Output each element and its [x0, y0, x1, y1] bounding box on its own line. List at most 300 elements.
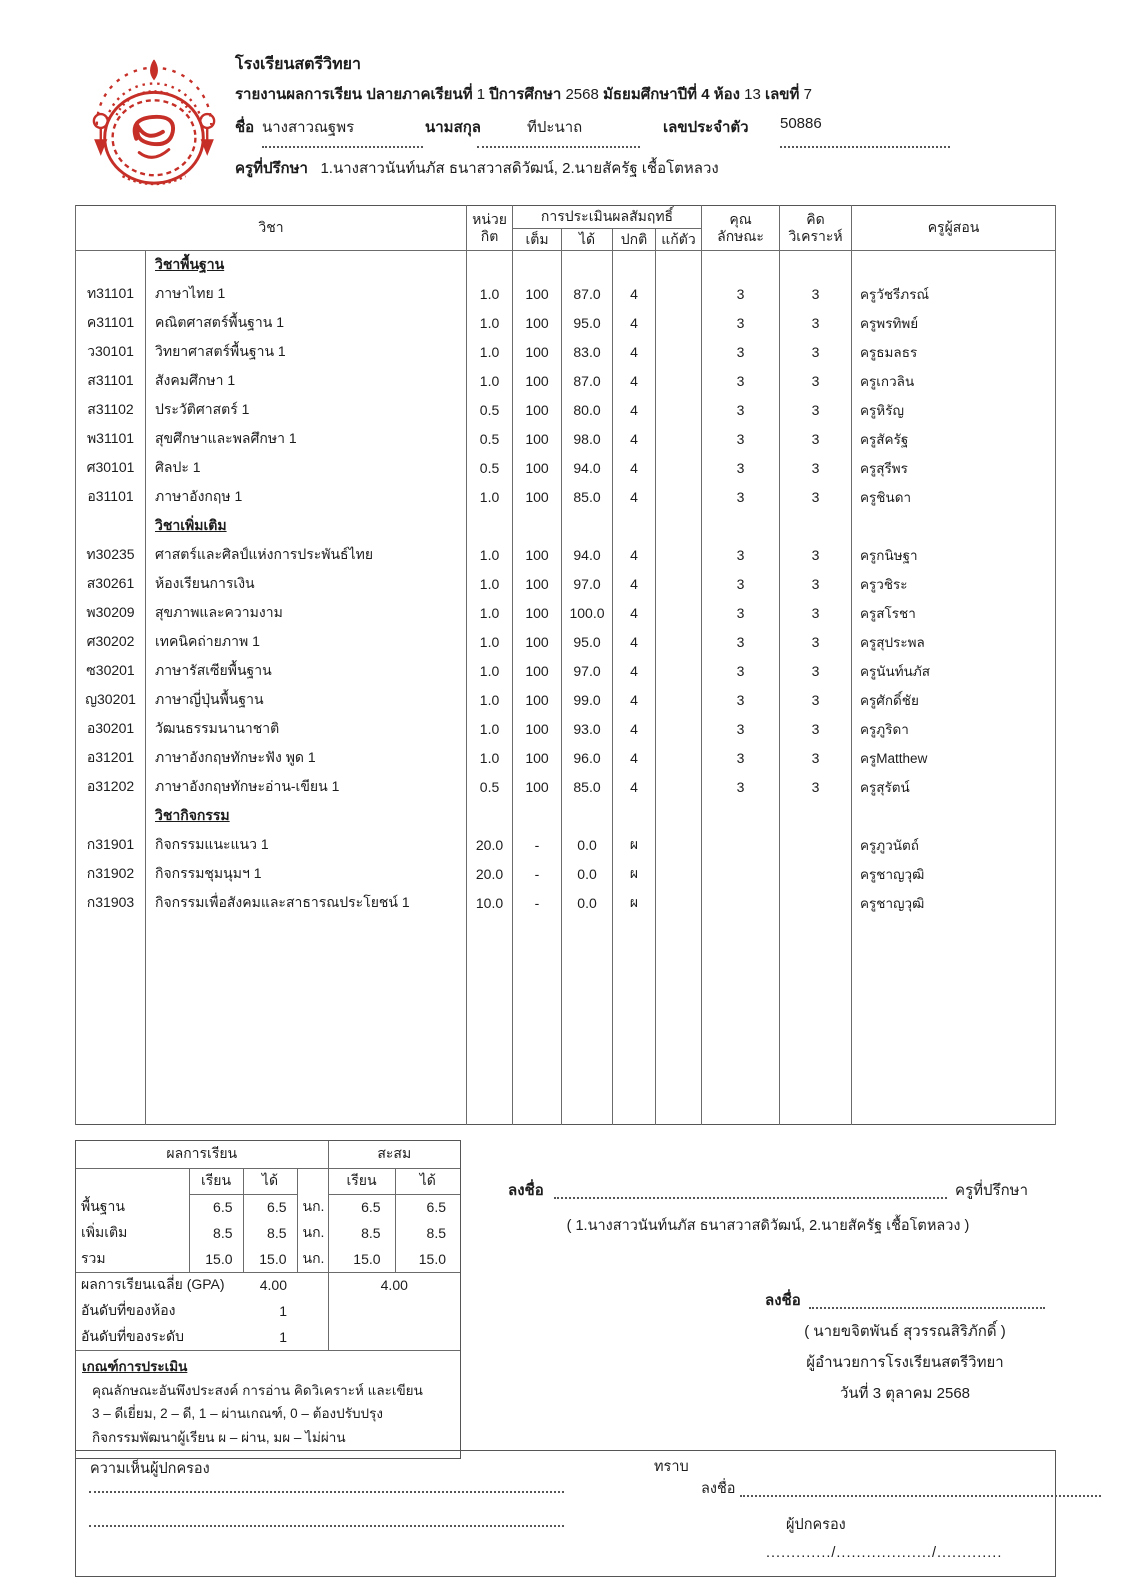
score-full: -: [513, 831, 562, 860]
advisor-names: 1.นางสาวนันท์นภัส ธนาสวาสดิวัฒน์, 2.นายสัครัฐ เชื้อโตหลวง: [320, 160, 719, 177]
grade-normal: 4: [613, 744, 656, 773]
report-line-segment: รายงานผลการเรียน ปลายภาคเรียนที่: [235, 86, 477, 103]
score-got: 93.0: [562, 715, 613, 744]
thinking-score: 3: [780, 396, 852, 425]
grade-retake: [656, 454, 702, 483]
col-subject: วิชา: [76, 206, 467, 251]
empty-cell: [613, 251, 656, 280]
teacher-name: ครูสโรชา: [852, 599, 1056, 628]
subject-code: ส30261: [76, 570, 146, 599]
trait-score: 3: [702, 367, 780, 396]
score-got: 99.0: [562, 686, 613, 715]
thinking-score: 3: [780, 454, 852, 483]
grade-normal: 4: [613, 628, 656, 657]
summary-row-label: พื้นฐาน: [81, 1198, 125, 1214]
score-got: 0.0: [562, 889, 613, 918]
subject-name: วัฒนธรรมนานาชาติ: [146, 715, 467, 744]
summary-cum-sub-got: ได้: [395, 1168, 460, 1194]
score-full: 100: [513, 599, 562, 628]
credits: 1.0: [467, 280, 513, 309]
subject-name: ภาษาอังกฤษทักษะฟัง พูด 1: [146, 744, 467, 773]
teacher-name: ครูศักดิ์ชัย: [852, 686, 1056, 715]
score-got: 87.0: [562, 367, 613, 396]
col-score-full: เต็ม: [513, 228, 562, 251]
subject-code: ท31101: [76, 280, 146, 309]
grade-retake: [656, 831, 702, 860]
report-line-segment: 1: [476, 86, 490, 103]
unit-label: นก.: [297, 1220, 328, 1246]
teacher-name: ครูMatthew: [852, 744, 1056, 773]
summary-left-header: ผลการเรียน: [76, 1141, 328, 1168]
subject-name: ศิลปะ 1: [146, 454, 467, 483]
report-line-segment: 2568: [565, 86, 603, 103]
credits: 20.0: [467, 860, 513, 889]
summary-blank: [297, 1168, 328, 1194]
col-trait-line2: ลักษณะ: [717, 228, 764, 244]
teacher-name: ครูภูริดา: [852, 715, 1056, 744]
credits: 0.5: [467, 396, 513, 425]
score-full: 100: [513, 541, 562, 570]
trait-score: 3: [702, 657, 780, 686]
subject-name: สุขภาพและความงาม: [146, 599, 467, 628]
teacher-name: ครูชาญวุฒิ: [852, 860, 1056, 889]
trait-score: [702, 860, 780, 889]
grade-retake: [656, 396, 702, 425]
advisor-label: ครูที่ปรึกษา: [235, 160, 308, 177]
grade-row: [76, 744, 1056, 773]
subject-code: ค31101: [76, 309, 146, 338]
empty-cell: [702, 918, 780, 1125]
grade-normal: 4: [613, 483, 656, 512]
score-got: 80.0: [562, 396, 613, 425]
director-sign-label: ลงชื่อ: [765, 1292, 801, 1309]
teacher-name: ครูวัชรีภรณ์: [852, 280, 1056, 309]
grade-row: [76, 889, 1056, 918]
score-full: -: [513, 889, 562, 918]
director-signature-block: [765, 1288, 1045, 1412]
grades-tbody: [76, 251, 1056, 1125]
section-title: วิชาเพิ่มเติม: [155, 517, 227, 533]
credits: 1.0: [467, 570, 513, 599]
credits: 20.0: [467, 831, 513, 860]
student-surname: ทีปะนาถ: [527, 119, 583, 136]
cumulative-gpa-value: 4.00: [328, 1272, 460, 1298]
criteria-line: คุณลักษณะอันพึงประสงค์ การอ่าน คิดวิเคราะห์ และเขียน: [92, 1382, 423, 1398]
teacher-name: ครูเกวลิน: [852, 367, 1056, 396]
grade-row: [76, 309, 1056, 338]
grade-normal: 4: [613, 367, 656, 396]
criteria-line: 3 – ดีเยี่ยม, 2 – ดี, 1 – ผ่านเกณฑ์, 0 – ต้องปรับปรุง: [92, 1406, 383, 1422]
cumulative-credits-earned: 6.5: [395, 1194, 460, 1220]
subject-name: กิจกรรมเพื่อสังคมและสาธารณประโยชน์ 1: [146, 889, 467, 918]
teacher-name: ครูชินดา: [852, 483, 1056, 512]
grade-row: [76, 628, 1056, 657]
grade-row: [76, 657, 1056, 686]
grade-retake: [656, 744, 702, 773]
credits: 0.5: [467, 773, 513, 802]
section-title: วิชากิจกรรม: [155, 807, 230, 823]
score-full: 100: [513, 483, 562, 512]
cumulative-credits-earned: 15.0: [395, 1246, 460, 1272]
advisor-sign-label: ลงชื่อ: [508, 1182, 544, 1199]
grade-normal: 4: [613, 686, 656, 715]
grade-retake: [656, 773, 702, 802]
empty-cell: [780, 512, 852, 541]
subject-code: ส31102: [76, 396, 146, 425]
grade-retake: [656, 309, 702, 338]
score-full: 100: [513, 686, 562, 715]
summary-blank: [297, 1272, 328, 1298]
subject-code: พ31101: [76, 425, 146, 454]
empty-cell: [780, 251, 852, 280]
empty-cell: [562, 802, 613, 831]
thinking-score: 3: [780, 773, 852, 802]
credits-earned: 8.5: [243, 1220, 297, 1246]
subject-code: พ30209: [76, 599, 146, 628]
advisor-signature-block: [508, 1178, 1028, 1237]
thinking-score: 3: [780, 367, 852, 396]
grade-row: [76, 599, 1056, 628]
trait-score: 3: [702, 773, 780, 802]
credits: 10.0: [467, 889, 513, 918]
summary-blank: [328, 1324, 460, 1350]
score-got: 95.0: [562, 309, 613, 338]
trait-score: 3: [702, 338, 780, 367]
empty-cell: [852, 251, 1056, 280]
col-thinking-line1: คิด: [806, 210, 825, 227]
student-id-value: 50886: [780, 115, 822, 132]
score-full: 100: [513, 396, 562, 425]
teacher-name: ครูภูวนัตถ์: [852, 831, 1056, 860]
student-id-label: เลขประจำตัว: [663, 119, 749, 136]
empty-cell: [613, 918, 656, 1125]
score-full: 100: [513, 425, 562, 454]
grade-normal: 4: [613, 599, 656, 628]
grade-row: [76, 773, 1056, 802]
subject-name: สุขศึกษาและพลศึกษา 1: [146, 425, 467, 454]
subject-code: ศ30202: [76, 628, 146, 657]
summary-blank: [328, 1298, 460, 1324]
empty-cell: [702, 512, 780, 541]
grade-retake: [656, 338, 702, 367]
credits: 1.0: [467, 628, 513, 657]
score-got: 94.0: [562, 454, 613, 483]
teacher-name: ครูธมลธร: [852, 338, 1056, 367]
empty-cell: [656, 918, 702, 1125]
trait-score: 3: [702, 686, 780, 715]
trait-score: 3: [702, 628, 780, 657]
trait-score: 3: [702, 744, 780, 773]
subject-code: ว30101: [76, 338, 146, 367]
grade-normal: 4: [613, 425, 656, 454]
subject-code: ท30235: [76, 541, 146, 570]
advisor-sign-role: ครูที่ปรึกษา: [955, 1182, 1028, 1199]
score-full: 100: [513, 570, 562, 599]
col-trait: [702, 206, 780, 251]
thinking-score: 3: [780, 744, 852, 773]
subject-name: ภาษารัสเซียพื้นฐาน: [146, 657, 467, 686]
empty-cell: [513, 802, 562, 831]
unit-label: นก.: [297, 1194, 328, 1220]
credits: 1.0: [467, 338, 513, 367]
acknowledge-label: ทราบ: [654, 1459, 689, 1475]
section-header-row: [76, 512, 1056, 541]
score-full: 100: [513, 280, 562, 309]
advisor-signature-names: ( 1.นางสาวนันท์นภัส ธนาสวาสดิวัฒน์, 2.นายสัครัฐ เชื้อโตหลวง ): [566, 1218, 970, 1234]
score-got: 97.0: [562, 657, 613, 686]
subject-code: ก31903: [76, 889, 146, 918]
cumulative-credits-enrolled: 15.0: [328, 1246, 395, 1272]
subject-code: ก31902: [76, 860, 146, 889]
empty-cell: [467, 512, 513, 541]
subject-name: คณิตศาสตร์พื้นฐาน 1: [146, 309, 467, 338]
score-got: 85.0: [562, 773, 613, 802]
empty-cell: [146, 918, 467, 1125]
grade-normal: 4: [613, 570, 656, 599]
filler-row: [76, 918, 1056, 1125]
grade-row: [76, 686, 1056, 715]
score-got: 95.0: [562, 628, 613, 657]
criteria-line: กิจกรรมพัฒนาผู้เรียน ผ – ผ่าน, มผ – ไม่ผ่าน: [92, 1429, 346, 1445]
grade-retake: [656, 628, 702, 657]
credits-enrolled: 8.5: [189, 1220, 243, 1246]
empty-cell: [780, 918, 852, 1125]
grade-row: [76, 280, 1056, 309]
grade-retake: [656, 686, 702, 715]
subject-code: อ31101: [76, 483, 146, 512]
summary-blank: [297, 1298, 328, 1324]
report-line-segment: 7: [803, 86, 812, 103]
advisor-row: [235, 156, 719, 180]
parent-signer-role: ผู้ปกครอง: [786, 1517, 846, 1533]
trait-score: 3: [702, 599, 780, 628]
grade-normal: 4: [613, 541, 656, 570]
teacher-name: ครูสัครัฐ: [852, 425, 1056, 454]
subject-code: ญ30201: [76, 686, 146, 715]
grade-row: [76, 454, 1056, 483]
thinking-score: 3: [780, 628, 852, 657]
score-full: 100: [513, 338, 562, 367]
thinking-score: 3: [780, 570, 852, 599]
rank-room-label: อันดับที่ของห้อง: [81, 1302, 176, 1318]
teacher-name: ครูสุรัตน์: [852, 773, 1056, 802]
col-credits-line1: หน่วย: [472, 210, 507, 227]
trait-score: 3: [702, 483, 780, 512]
school-logo-icon: [85, 45, 223, 195]
director-signature-line: [809, 1295, 1045, 1309]
col-credits: [467, 206, 513, 251]
credits-enrolled: 15.0: [189, 1246, 243, 1272]
credits: 1.0: [467, 599, 513, 628]
score-got: 0.0: [562, 831, 613, 860]
rank-level-label: อันดับที่ของระดับ: [81, 1328, 185, 1344]
score-got: 97.0: [562, 570, 613, 599]
grade-row: [76, 425, 1056, 454]
section-header-row: [76, 251, 1056, 280]
criteria-section: [76, 1350, 460, 1458]
name-underline: [262, 124, 423, 148]
score-full: 100: [513, 628, 562, 657]
credits: 1.0: [467, 686, 513, 715]
empty-cell: [76, 802, 146, 831]
grade-retake: [656, 715, 702, 744]
cumulative-credits-earned: 8.5: [395, 1220, 460, 1246]
trait-score: 3: [702, 454, 780, 483]
grade-retake: [656, 570, 702, 599]
cumulative-credits-enrolled: 8.5: [328, 1220, 395, 1246]
id-underline: [780, 124, 950, 148]
subject-name: ศาสตร์และศิลป์แห่งการประพันธ์ไทย: [146, 541, 467, 570]
trait-score: [702, 831, 780, 860]
score-full: 100: [513, 367, 562, 396]
trait-score: 3: [702, 396, 780, 425]
subject-code: ส31101: [76, 367, 146, 396]
subject-name: เทคนิคถ่ายภาพ 1: [146, 628, 467, 657]
subject-name: ประวัติศาสตร์ 1: [146, 396, 467, 425]
grade-normal: ผ: [613, 860, 656, 889]
credits-earned: 6.5: [243, 1194, 297, 1220]
report-line: [235, 82, 812, 106]
empty-cell: [656, 512, 702, 541]
col-thinking: [780, 206, 852, 251]
grade-retake: [656, 860, 702, 889]
director-role: ผู้อำนวยการโรงเรียนสตรีวิทยา: [806, 1354, 1004, 1371]
score-full: 100: [513, 657, 562, 686]
grade-row: [76, 541, 1056, 570]
empty-cell: [613, 802, 656, 831]
parent-box-title: ความเห็นผู้ปกครอง: [90, 1461, 210, 1477]
teacher-name: ครูนันท์นภัส: [852, 657, 1056, 686]
grade-normal: 4: [613, 657, 656, 686]
empty-cell: [702, 251, 780, 280]
col-score-got: ได้: [562, 228, 613, 251]
thinking-score: 3: [780, 715, 852, 744]
credits: 1.0: [467, 541, 513, 570]
subject-name: ภาษาอังกฤษ 1: [146, 483, 467, 512]
credits: 1.0: [467, 309, 513, 338]
score-full: 100: [513, 744, 562, 773]
grade-row: [76, 483, 1056, 512]
teacher-name: ครูสุประพล: [852, 628, 1056, 657]
parent-signature-line: [740, 1483, 1101, 1497]
gpa-label: ผลการเรียนเฉลี่ย (GPA): [76, 1272, 243, 1298]
summary-cum-sub-enroll: เรียน: [328, 1168, 395, 1194]
score-got: 0.0: [562, 860, 613, 889]
subject-code: อ31201: [76, 744, 146, 773]
thinking-score: 3: [780, 425, 852, 454]
grade-normal: 4: [613, 309, 656, 338]
col-credits-line2: กิต: [480, 228, 499, 244]
surname-label: นามสกุล: [425, 119, 481, 136]
grade-row: [76, 396, 1056, 425]
trait-score: [702, 889, 780, 918]
report-line-segment: เลขที่: [764, 86, 804, 103]
empty-cell: [513, 918, 562, 1125]
subject-name: ภาษาอังกฤษทักษะอ่าน-เขียน 1: [146, 773, 467, 802]
school-name: โรงเรียนสตรีวิทยา: [235, 56, 362, 73]
empty-cell: [852, 802, 1056, 831]
summary-right-header: สะสม: [328, 1141, 460, 1168]
empty-cell: [656, 251, 702, 280]
grade-retake: [656, 889, 702, 918]
section-title-cell: [146, 512, 467, 541]
teacher-name: ครูพรทิพย์: [852, 309, 1056, 338]
score-full: 100: [513, 773, 562, 802]
grade-retake: [656, 483, 702, 512]
thinking-score: 3: [780, 280, 852, 309]
cumulative-credits-enrolled: 6.5: [328, 1194, 395, 1220]
score-got: 87.0: [562, 280, 613, 309]
grade-normal: ผ: [613, 831, 656, 860]
subject-code: อ30201: [76, 715, 146, 744]
credits-enrolled: 6.5: [189, 1194, 243, 1220]
parent-comment-box: [75, 1450, 1056, 1577]
grade-normal: 4: [613, 715, 656, 744]
score-full: 100: [513, 454, 562, 483]
col-grade-normal: ปกติ: [613, 228, 656, 251]
summary-row: [76, 1246, 460, 1272]
trait-score: 3: [702, 715, 780, 744]
subject-name: กิจกรรมชุมนุมฯ 1: [146, 860, 467, 889]
empty-cell: [702, 802, 780, 831]
credits: 1.0: [467, 744, 513, 773]
thinking-score: [780, 860, 852, 889]
summary-tbody: [76, 1194, 460, 1272]
score-got: 100.0: [562, 599, 613, 628]
empty-cell: [852, 512, 1056, 541]
trait-score: 3: [702, 541, 780, 570]
subject-name: กิจกรรมแนะแนว 1: [146, 831, 467, 860]
credits: 1.0: [467, 657, 513, 686]
col-thinking-line2: วิเคราะห์: [788, 228, 843, 244]
thinking-score: 3: [780, 686, 852, 715]
teacher-name: ครูวชิระ: [852, 570, 1056, 599]
empty-cell: [852, 918, 1056, 1125]
section-header-row: [76, 802, 1056, 831]
grade-row: [76, 860, 1056, 889]
grade-normal: 4: [613, 396, 656, 425]
credits: 1.0: [467, 715, 513, 744]
trait-score: 3: [702, 309, 780, 338]
grade-retake: [656, 367, 702, 396]
col-teacher: ครูผู้สอน: [852, 206, 1056, 251]
thinking-score: [780, 831, 852, 860]
grade-normal: 4: [613, 773, 656, 802]
surname-underline: [477, 124, 640, 148]
empty-cell: [562, 512, 613, 541]
grade-normal: ผ: [613, 889, 656, 918]
thinking-score: 3: [780, 338, 852, 367]
summary-sub-got: ได้: [243, 1168, 297, 1194]
thinking-score: 3: [780, 541, 852, 570]
thinking-score: 3: [780, 483, 852, 512]
trait-score: 3: [702, 425, 780, 454]
summary-blank: [297, 1324, 328, 1350]
name-label: ชื่อ: [235, 119, 255, 136]
credits: 1.0: [467, 483, 513, 512]
thinking-score: 3: [780, 657, 852, 686]
grade-normal: 4: [613, 280, 656, 309]
parent-sign-date-line: ............./.................../.............: [766, 1545, 1003, 1561]
grade-retake: [656, 541, 702, 570]
grade-retake: [656, 657, 702, 686]
empty-cell: [467, 802, 513, 831]
summary-blank: [76, 1168, 189, 1194]
summary-box: [75, 1140, 461, 1459]
col-assessment-group: การประเมินผลสัมฤทธิ์: [513, 206, 702, 229]
credits: 0.5: [467, 454, 513, 483]
subject-name: สังคมศึกษา 1: [146, 367, 467, 396]
